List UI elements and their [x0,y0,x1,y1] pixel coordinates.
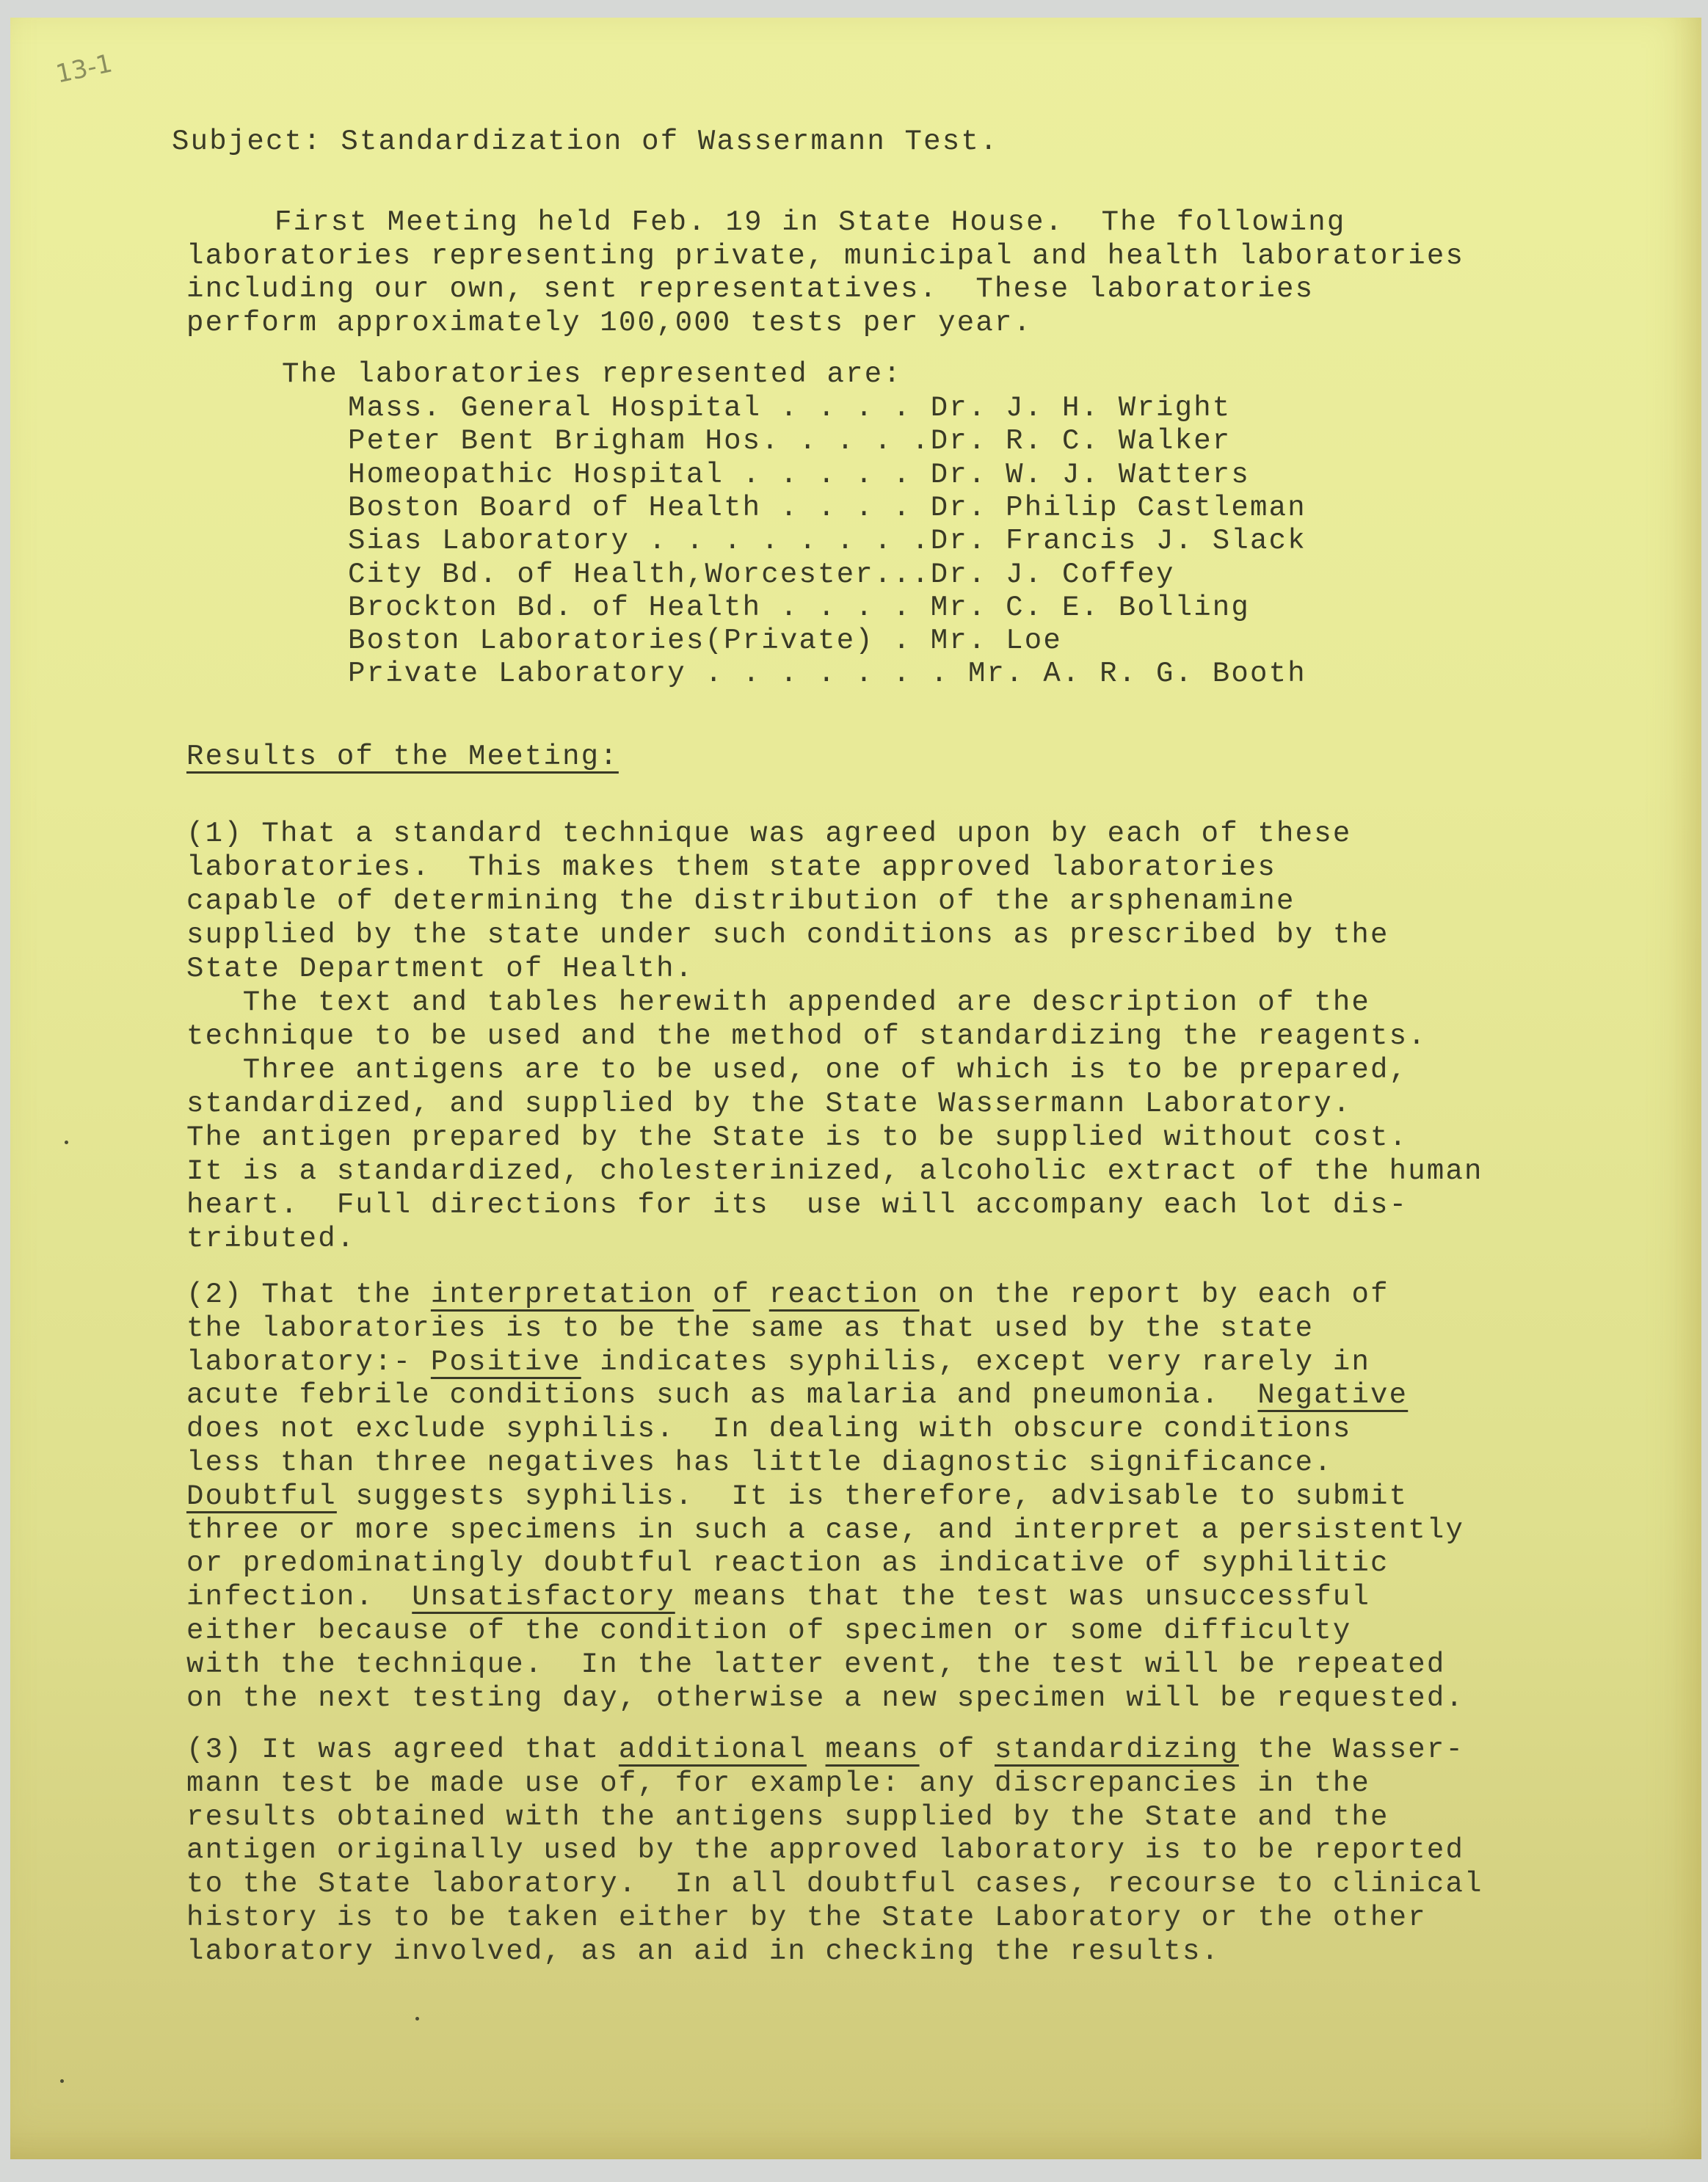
text-run: infection. [186,1581,413,1614]
text-run: results obtained with the antigens supplied by the State and the [186,1800,1389,1833]
section-2-line [186,1682,1464,1716]
laboratory-row [348,559,1175,592]
section-2-line [186,1279,1389,1312]
text-run: to the State laboratory. In all doubtful cases, recourse to clinical [186,1868,1483,1901]
section-1-line: supplied by the state under such conditions as prescribed by the [186,919,1389,951]
text-run: the laboratories is to be the same as that used by the state [186,1312,1315,1345]
dot-leader: . [873,625,931,658]
dot-leader: . . . . . . . . [630,525,931,558]
section-2-line [186,1312,1314,1346]
section-1-line: laboratories. This makes them state approved laboratories [186,851,1277,884]
text-run: less than three negatives has little diagnostic significance. [186,1447,1333,1479]
underlined-term: of [712,1279,751,1311]
intro-line: including our own, sent representatives. These laboratories [186,273,1315,305]
section-1-line: heart. Full directions for its use will accompany each lot dis- [186,1189,1409,1221]
text-run [750,1279,769,1311]
representative-name: Mr. Loe [930,625,1062,658]
text-run: or predominatingly doubtful reaction as indicative of syphilitic [186,1547,1389,1580]
laboratory-name: Peter Bent Brigham Hos. [348,425,780,458]
intro-line: perform approximately 100,000 tests per year. [186,306,1033,339]
text-run [807,1734,826,1766]
text-run: with the technique. In the latter event, the test will be repeated [186,1648,1446,1681]
section-1-line: tributed. [186,1223,356,1255]
section-2-line [186,1547,1389,1581]
stray-ink-dot [65,1141,68,1144]
laboratory-row [348,658,1307,691]
dot-leader: . . . . . [724,458,931,491]
text-run: (2) That the [186,1279,431,1311]
section-3-line [186,1801,1389,1835]
laboratory-row [348,392,1231,426]
text-run: does not exclude syphilis. In dealing with obscure conditions [186,1413,1352,1446]
stray-ink-dot [60,2079,64,2083]
laboratory-name: Mass. General Hospital [348,392,762,424]
representative-name: Dr. Philip Castleman [930,491,1307,524]
laboratory-name: Boston Board of Health [348,491,762,524]
dot-leader: . . . . [761,591,931,624]
section-1-line: technique to be used and the method of standardizing the reagents. [186,1020,1427,1052]
representative-name: Mr. C. E. Bolling [930,591,1250,624]
underlined-term: additional [618,1734,807,1766]
laboratory-name: City Bd. of Health,Worcester [348,558,874,591]
representative-name: Dr. J. Coffey [930,558,1175,591]
text-run: the Wasser- [1238,1734,1465,1766]
underlined-term: means [825,1734,920,1766]
representative-name: Dr. Francis J. Slack [930,525,1307,558]
section-1-line: Three antigens are to be used, one of which is to be prepared, [186,1054,1409,1086]
text-run: either because of the condition of specimen or some difficulty [186,1615,1352,1647]
laboratory-row [348,592,1250,625]
underlined-term: interpretation [430,1279,694,1311]
section-2-line [186,1648,1445,1682]
document-body [10,18,1483,1968]
document-page [10,18,1701,2159]
text-run: mann test be made use of, for example: any discrepancies in the [186,1767,1371,1800]
section-3-line [186,1734,1464,1767]
text-run: suggests syphilis. It is therefore, advisable to submit [336,1480,1409,1513]
subject-line: Subject: Standardization of Wassermann Test. [172,126,999,158]
section-3-line [186,1935,1220,1969]
text-run: indicates syphilis, except very rarely in [581,1345,1371,1378]
section-3-line [186,1902,1427,1935]
representative-name: Dr. W. J. Watters [930,458,1250,491]
representative-name: Mr. A. R. G. Booth [967,658,1307,691]
text-run: antigen originally used by the approved laboratory is to be reported [186,1834,1465,1867]
results-heading: Results of the Meeting: [186,741,619,773]
laboratory-name: Brockton Bd. of Health [348,591,762,624]
dot-leader: . . . . [761,491,931,524]
section-3-line [186,1868,1483,1902]
text-run: history is to be taken either by the State Laboratory or the other [186,1902,1427,1934]
text-run: of [919,1734,995,1766]
text-run: (3) It was agreed that [186,1734,619,1766]
text-run: laboratory involved, as an aid in checking the results. [186,1935,1221,1968]
dot-leader: . . . . [779,425,931,458]
intro-line: First Meeting held Feb. 19 in State House. The following [275,206,1346,239]
section-3-line [186,1834,1464,1868]
underlined-term: Doubtful [186,1480,337,1513]
section-2-line [186,1514,1464,1548]
laboratory-row [348,625,1062,658]
section-1-line: standardized, and supplied by the State Wassermann Laboratory. [186,1088,1352,1120]
underlined-term: standardizing [995,1734,1239,1766]
text-run: on the report by each of [919,1279,1389,1311]
underlined-term: reaction [768,1279,920,1311]
text-run: means that the test was unsuccessful [675,1581,1371,1614]
laboratory-name: Private Laboratory [348,658,686,691]
laboratory-name: Sias Laboratory [348,525,630,558]
handwritten-page-number: 13-1 [53,48,115,90]
underlined-term: Positive [430,1345,581,1378]
section-1-line: State Department of Health. [186,953,694,985]
section-2-line [186,1447,1333,1480]
labs-heading: The laboratories represented are: [282,358,902,390]
laboratory-name: Homeopathic Hospital [348,458,724,491]
section-2-line [186,1615,1351,1648]
dot-leader: . . . . [761,392,931,424]
intro-line: laboratories representing private, municipal and health laboratories [186,239,1465,272]
section-1-line: (1) That a standard technique was agreed upon by each of these [186,818,1352,850]
representative-name: Dr. R. C. Walker [930,425,1232,458]
stray-ink-dot [415,2017,419,2021]
section-2-line [186,1581,1370,1615]
underlined-term: Negative [1257,1379,1409,1412]
dot-leader: ... [873,558,931,591]
section-3-line [186,1767,1370,1801]
section-1-line: It is a standardized, cholesterinized, alcoholic extract of the human [186,1155,1483,1188]
section-2-line [186,1480,1408,1514]
section-1-line: capable of determining the distribution of the arsphenamine [186,885,1295,917]
text-run: laboratory:- [186,1345,431,1378]
section-2-line [186,1413,1351,1447]
laboratory-row [348,525,1307,559]
representative-name: Dr. J. H. Wright [930,392,1232,424]
text-run: acute febrile conditions such as malaria and pneumonia. [186,1379,1258,1412]
laboratory-name: Boston Laboratories(Private) [348,625,874,658]
underlined-term: Unsatisfactory [412,1581,675,1614]
laboratory-row [348,425,1231,459]
laboratory-row [348,492,1307,526]
section-1-line: The text and tables herewith appended are description of the [186,986,1371,1019]
dot-leader: . . . . . . . [686,658,968,691]
text-run: on the next testing day, otherwise a new specimen will be requested. [186,1681,1465,1714]
text-run: three or more specimens in such a case, and interpret a persistently [186,1513,1465,1546]
section-2-line [186,1379,1408,1413]
laboratory-row [348,459,1250,492]
text-run [694,1279,713,1311]
section-2-line [186,1346,1370,1380]
section-1-line: The antigen prepared by the State is to be supplied without cost. [186,1121,1409,1154]
